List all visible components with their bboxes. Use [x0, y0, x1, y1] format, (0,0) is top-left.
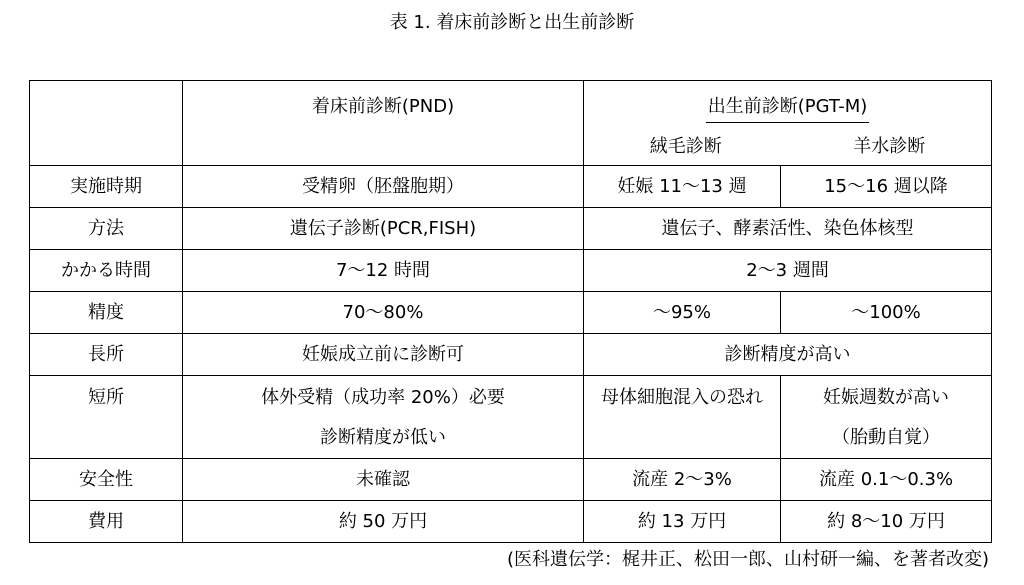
pnd-cell: 受精卵（胚盤胞期）: [183, 166, 584, 208]
table-row: [30, 501, 992, 543]
header-amnio: 羊水診断: [853, 136, 926, 157]
pgt-merged-cell: 診断精度が高い: [584, 334, 992, 376]
row-label: かかる時間: [30, 250, 183, 292]
table-row: [30, 208, 992, 250]
amnio-cell: 約 8～10 万円: [781, 501, 992, 543]
pnd-line: 体外受精（成功率 20%）必要: [261, 387, 505, 408]
cvs-cell: 約 13 万円: [584, 501, 781, 543]
header-corner-cell: [30, 81, 183, 166]
table-row: [30, 334, 992, 376]
amnio-line: 妊娠週数が高い: [823, 387, 949, 408]
cvs-cell: 妊娠 11～13 週: [584, 166, 781, 208]
pnd-cell: 70～80%: [183, 292, 584, 334]
pnd-line: 診断精度が低い: [320, 427, 446, 448]
table-row: [30, 250, 992, 292]
pnd-cell: 妊娠成立前に診断可: [183, 334, 584, 376]
pnd-cell: 7～12 時間: [183, 250, 584, 292]
amnio-cell: ～100%: [781, 292, 992, 334]
pnd-cell: [183, 376, 584, 459]
cvs-cell: 流産 2～3%: [584, 459, 781, 501]
pnd-cell: 遺伝子診断(PCR,FISH): [183, 208, 584, 250]
table-row: [30, 166, 992, 208]
amnio-line: （胎動自覚）: [832, 427, 940, 448]
row-label: 費用: [30, 501, 183, 543]
row-label: 方法: [30, 208, 183, 250]
source-footnote: (医科遺伝学：梶井正、松田一郎、山村研一編、を著者改変): [506, 549, 989, 570]
pnd-cell: 未確認: [183, 459, 584, 501]
header-pnd: 着床前診断(PND): [183, 81, 584, 166]
header-subheads: [584, 129, 991, 165]
table-caption: 表 1. 着床前診断と出生前診断: [389, 12, 635, 33]
comparison-table: [29, 80, 992, 543]
row-label: 安全性: [30, 459, 183, 501]
cvs-cell: ～95%: [584, 292, 781, 334]
cvs-cell: 母体細胞混入の恐れ: [584, 376, 781, 459]
header-row: [30, 81, 992, 166]
row-label: 短所: [30, 376, 183, 459]
amnio-cell: 15～16 週以降: [781, 166, 992, 208]
header-pgt-group: [584, 81, 992, 166]
row-label: 精度: [30, 292, 183, 334]
table-row: [30, 292, 992, 334]
row-label: 長所: [30, 334, 183, 376]
header-pgt: 出生前診断(PGT-M): [706, 92, 870, 123]
header-cvs: 絨毛診断: [649, 136, 722, 157]
amnio-cell: [781, 376, 992, 459]
pgt-merged-cell: 遺伝子、酵素活性、染色体核型: [584, 208, 992, 250]
pgt-merged-cell: 2～3 週間: [584, 250, 992, 292]
pnd-cell: 約 50 万円: [183, 501, 584, 543]
table-row: [30, 376, 992, 459]
amnio-cell: 流産 0.1～0.3%: [781, 459, 992, 501]
table-row: [30, 459, 992, 501]
row-label: 実施時期: [30, 166, 183, 208]
